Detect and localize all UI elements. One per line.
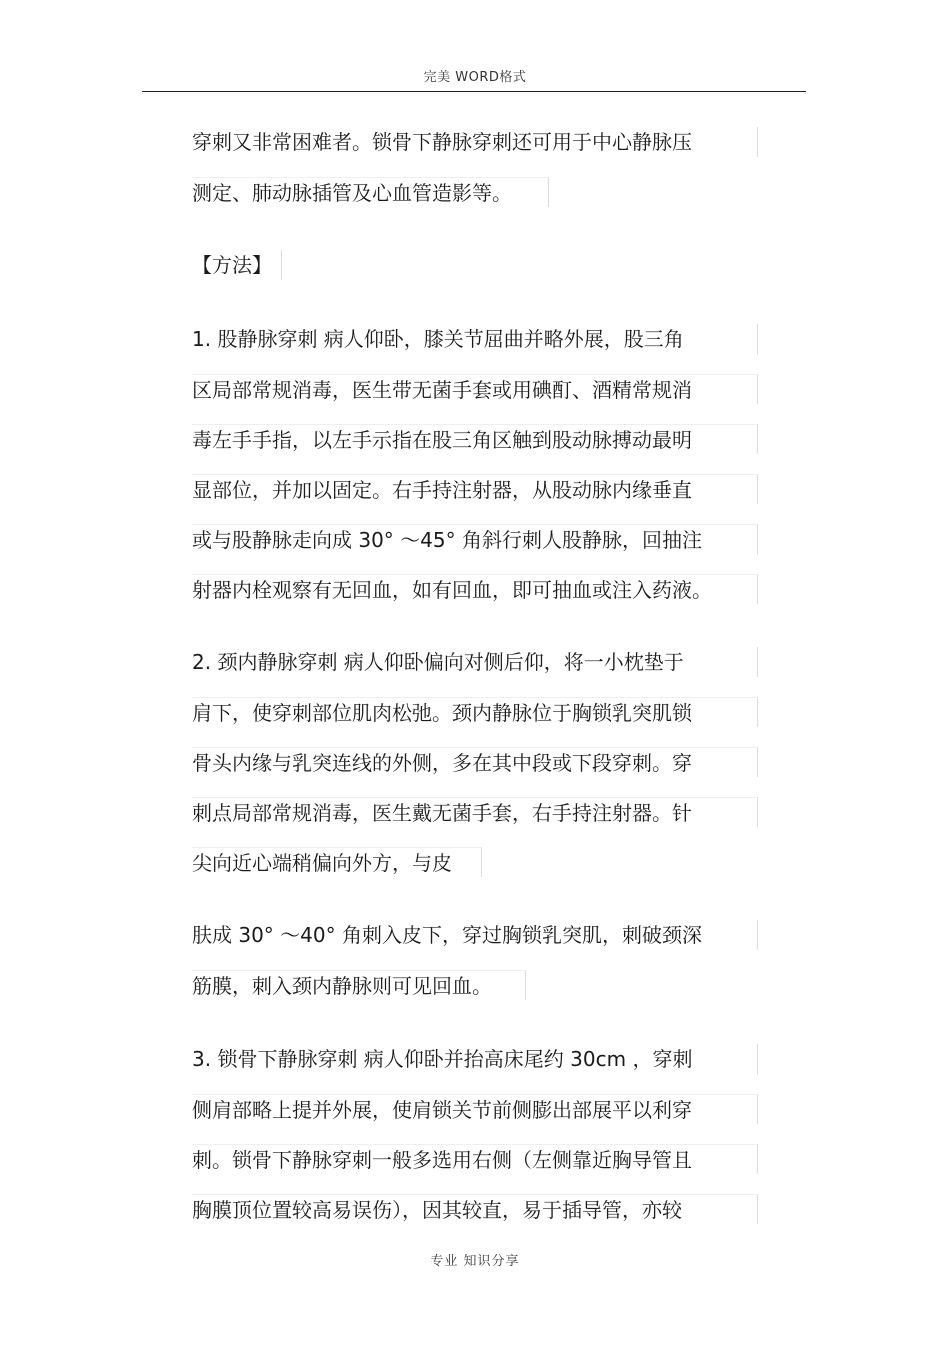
body-line: 或与股静脉走向成 30° ～45° 角斜行刺人股静脉，回抽注 [192, 524, 758, 554]
body-line: 2. 颈内静脉穿刺 病人仰卧偏向对侧后仰，将一小枕垫于 [192, 647, 758, 677]
body-line: 毒左手手指，以左手示指在股三角区触到股动脉搏动最明 [192, 424, 758, 454]
page-header: 完美 WORD格式 [423, 70, 527, 85]
body-line: 筋膜，刺入颈内静脉则可见回血。 [192, 970, 526, 1000]
body-line: 胸膜顶位置较高易误伤），因其较直，易于插导管，亦较 [192, 1194, 758, 1224]
body-line: 肤成 30° ～40° 角刺入皮下，穿过胸锁乳突肌，刺破颈深 [192, 920, 758, 950]
body-line: 3. 锁骨下静脉穿刺 病人仰卧并抬高床尾约 30cm ，穿刺 [192, 1044, 758, 1074]
body-line: 1. 股静脉穿刺 病人仰卧，膝关节屈曲并略外展，股三角 [192, 324, 758, 354]
body-line: 刺点局部常规消毒，医生戴无菌手套，右手持注射器。针 [192, 797, 758, 827]
body-line: 刺。锁骨下静脉穿刺一般多选用右侧（左侧靠近胸导管且 [192, 1144, 758, 1174]
body-line: 穿刺又非常困难者。锁骨下静脉穿刺还可用于中心静脉压 [192, 127, 758, 157]
body-line: 侧肩部略上提并外展，使肩锁关节前侧膨出部展平以利穿 [192, 1094, 758, 1124]
body-line: 测定、肺动脉插管及心血管造影等。 [192, 177, 549, 207]
body-line: 骨头内缘与乳突连线的外侧，多在其中段或下段穿刺。穿 [192, 747, 758, 777]
body-line: 射器内栓观察有无回血，如有回血，即可抽血或注入药液。 [192, 574, 758, 604]
body-line: 区局部常规消毒，医生带无菌手套或用碘酊、酒精常规消 [192, 374, 758, 404]
body-line: 尖向近心端稍偏向外方，与皮 [192, 847, 482, 877]
header-divider [142, 91, 806, 92]
section-heading: 【方法】 [192, 250, 282, 280]
body-line: 显部位，并加以固定。右手持注射器，从股动脉内缘垂直 [192, 474, 758, 504]
body-line: 肩下，使穿刺部位肌肉松弛。颈内静脉位于胸锁乳突肌锁 [192, 697, 758, 727]
page-footer: 专业 知识分享 [430, 1254, 520, 1269]
